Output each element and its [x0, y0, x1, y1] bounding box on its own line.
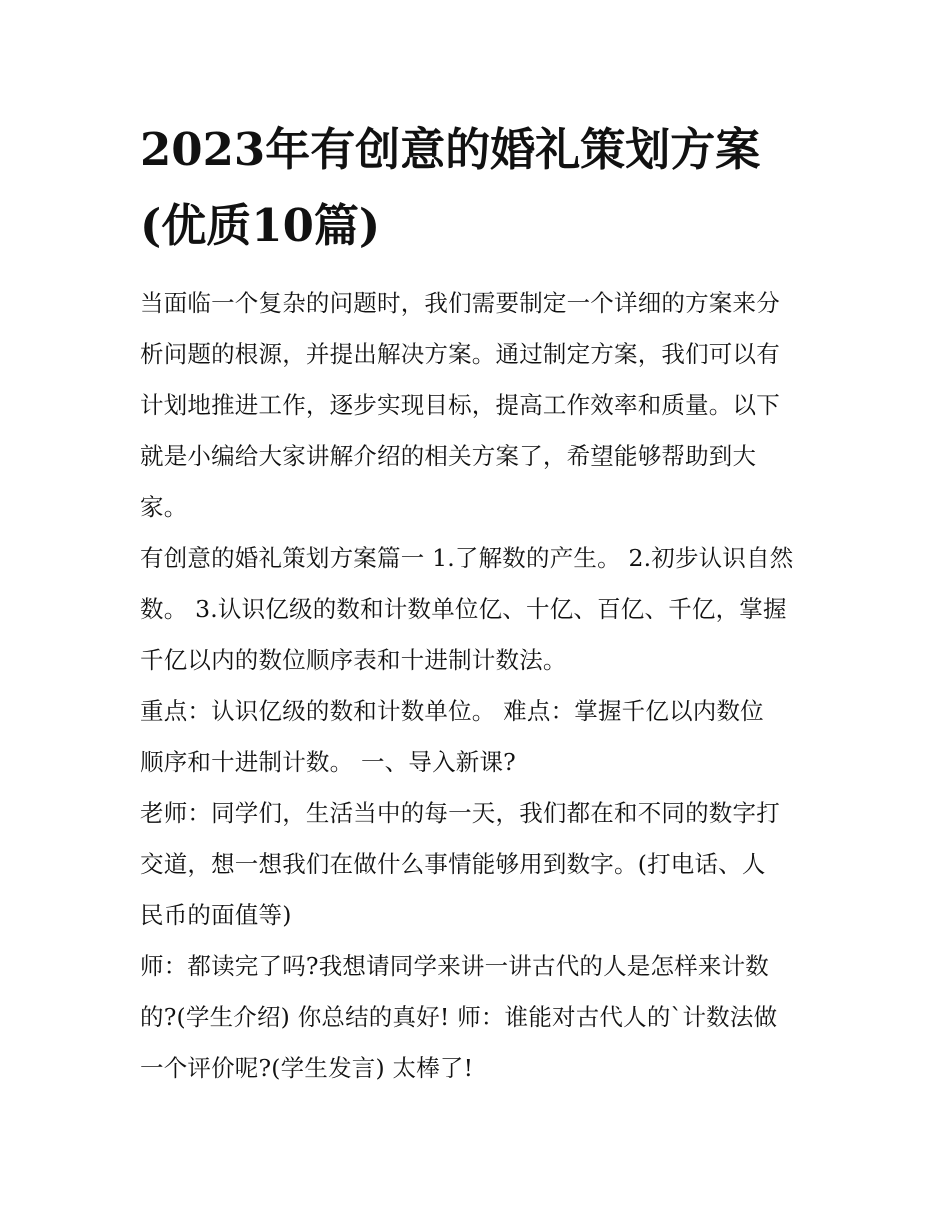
text-line: 的?(学生介绍) 你总结的真好! 师：谁能对古代人的`计数法做	[140, 1003, 778, 1031]
document-title	[140, 112, 816, 264]
text-line: 交道，想一想我们在做什么事情能够用到数字。(打电话、人	[140, 850, 766, 878]
text-line: 民币的面值等)	[140, 901, 292, 929]
text-line: 一个评价呢?(学生发言) 太棒了!	[140, 1054, 474, 1082]
text-line: 数。 3.认识亿级的数和计数单位亿、十亿、百亿、千亿，掌握	[140, 595, 787, 623]
document-page	[140, 112, 816, 1094]
paragraph-intro	[140, 278, 816, 533]
text-line: 重点：认识亿级的数和计数单位。 难点：掌握千亿以内数位	[140, 697, 764, 725]
title-line-1: 2023年有创意的婚礼策划方案	[140, 123, 761, 176]
text-line: 析问题的根源，并提出解决方案。通过制定方案，我们可以有	[140, 340, 780, 368]
text-line: 有创意的婚礼策划方案篇一 1.了解数的产生。 2.初步认识自然	[140, 544, 794, 572]
text-line: 当面临一个复杂的问题时，我们需要制定一个详细的方案来分	[140, 289, 780, 317]
paragraph-key-points	[140, 686, 816, 788]
text-line: 就是小编给大家讲解介绍的相关方案了，希望能够帮助到大	[140, 442, 757, 470]
text-line: 顺序和十进制计数。 一、导入新课?	[140, 748, 516, 776]
paragraph-teacher	[140, 788, 816, 941]
text-line: 老师：同学们，生活当中的每一天，我们都在和不同的数字打	[140, 799, 780, 827]
text-line: 家。	[140, 493, 188, 521]
paragraph-section-one	[140, 533, 816, 686]
text-line: 师：都读完了吗?我想请同学来讲一讲古代的人是怎样来计数	[140, 952, 769, 980]
title-line-2: (优质10篇)	[140, 199, 381, 252]
text-line: 千亿以内的数位顺序表和十进制计数法。	[140, 646, 567, 674]
text-line: 计划地推进工作，逐步实现目标，提高工作效率和质量。以下	[140, 391, 780, 419]
paragraph-discussion	[140, 941, 816, 1094]
